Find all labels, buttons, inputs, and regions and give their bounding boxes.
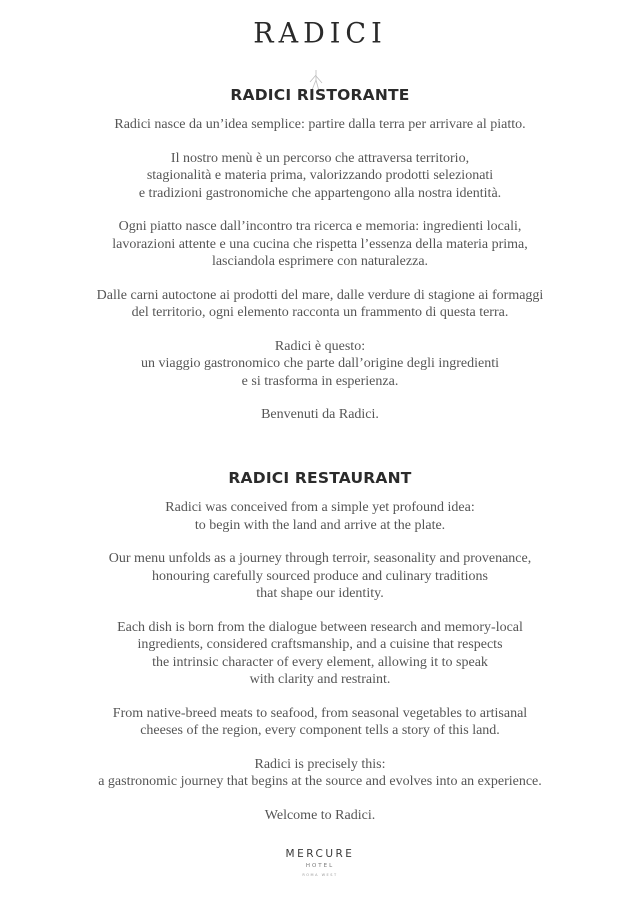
paragraph [0, 218, 640, 271]
text-line: Il nostro menù è un percorso che attraversa territorio, [170, 150, 470, 166]
section-title: RADICI RESTAURANT [228, 469, 412, 487]
text-line: From native-breed meats to seafood, from seasonal vegetables to artisanal [112, 705, 528, 721]
text-line: to begin with the land and arrive at the plate. [194, 517, 446, 533]
text-line: with clarity and restraint. [249, 672, 391, 687]
text-line: Benvenuti da Radici. [261, 407, 379, 422]
paragraph [0, 807, 640, 825]
paragraph [0, 499, 640, 534]
text-line: e si trasforma in esperienza. [241, 373, 399, 389]
paragraph [0, 150, 640, 203]
text-line: lavorazioni attente e una cucina che rispetta l’essenza della materia prima, [112, 236, 528, 252]
text-line: the intrinsic character of every element, allowing it to speak [152, 654, 488, 670]
text-line: Radici was conceived from a simple yet profound idea: [165, 500, 475, 515]
italian-section [0, 86, 640, 440]
text-line: that shape our identity. [256, 586, 384, 601]
text-line: cheeses of the region, every component tells a story of this land. [140, 723, 500, 738]
paragraph [0, 406, 640, 424]
text-line: honouring carefully sourced produce and culinary traditions [152, 568, 488, 584]
brand-location: ROMA WEST [302, 873, 338, 877]
text-line: del territorio, ogni elemento racconta un frammento di questa terra. [131, 305, 509, 320]
paragraph [0, 338, 640, 391]
text-line: Ogni piatto nasce dall’incontro tra ricerca e memoria: ingredienti locali, [118, 219, 522, 234]
text-line: a gastronomic journey that begins at the source and evolves into an experience. [98, 774, 542, 789]
text-line: stagionalità e materia prima, valorizzando prodotti selezionati [146, 168, 494, 183]
text-line: e tradizioni gastronomiche che appartengono alla nostra identità. [138, 185, 502, 201]
paragraph [0, 116, 640, 134]
section-title: RADICI RISTORANTE [230, 86, 410, 104]
paragraph [0, 619, 640, 689]
brand-name: MERCURE [285, 848, 355, 860]
text-line: Each dish is born from the dialogue between research and memory-local [117, 619, 523, 635]
paragraph [0, 756, 640, 791]
text-line: Our menu unfolds as a journey through terroir, seasonality and provenance, [108, 551, 532, 566]
logo-text: RADICI [253, 17, 387, 50]
text-line: un viaggio gastronomico che parte dall’origine degli ingredienti [140, 356, 500, 371]
text-line: ingredients, considered craftsmanship, and a cuisine that respects [137, 637, 503, 652]
text-line: Radici è questo: [274, 338, 366, 354]
paragraph [0, 550, 640, 603]
english-section [0, 469, 640, 840]
brand-sub: HOTEL [305, 863, 335, 869]
text-line: Dalle carni autoctone ai prodotti del mare, dalle verdure di stagione ai formaggi [96, 287, 544, 303]
paragraph [0, 705, 640, 740]
mercure-logo [0, 848, 640, 877]
text-line: Radici is precisely this: [254, 756, 386, 772]
text-line: lasciandola esprimere con naturalezza. [211, 254, 429, 269]
text-line: Radici nasce da un’idea semplice: partire dalla terra per arrivare al piatto. [114, 117, 526, 132]
paragraph [0, 287, 640, 322]
text-line: Welcome to Radici. [264, 807, 376, 823]
radici-logo [0, 18, 640, 49]
